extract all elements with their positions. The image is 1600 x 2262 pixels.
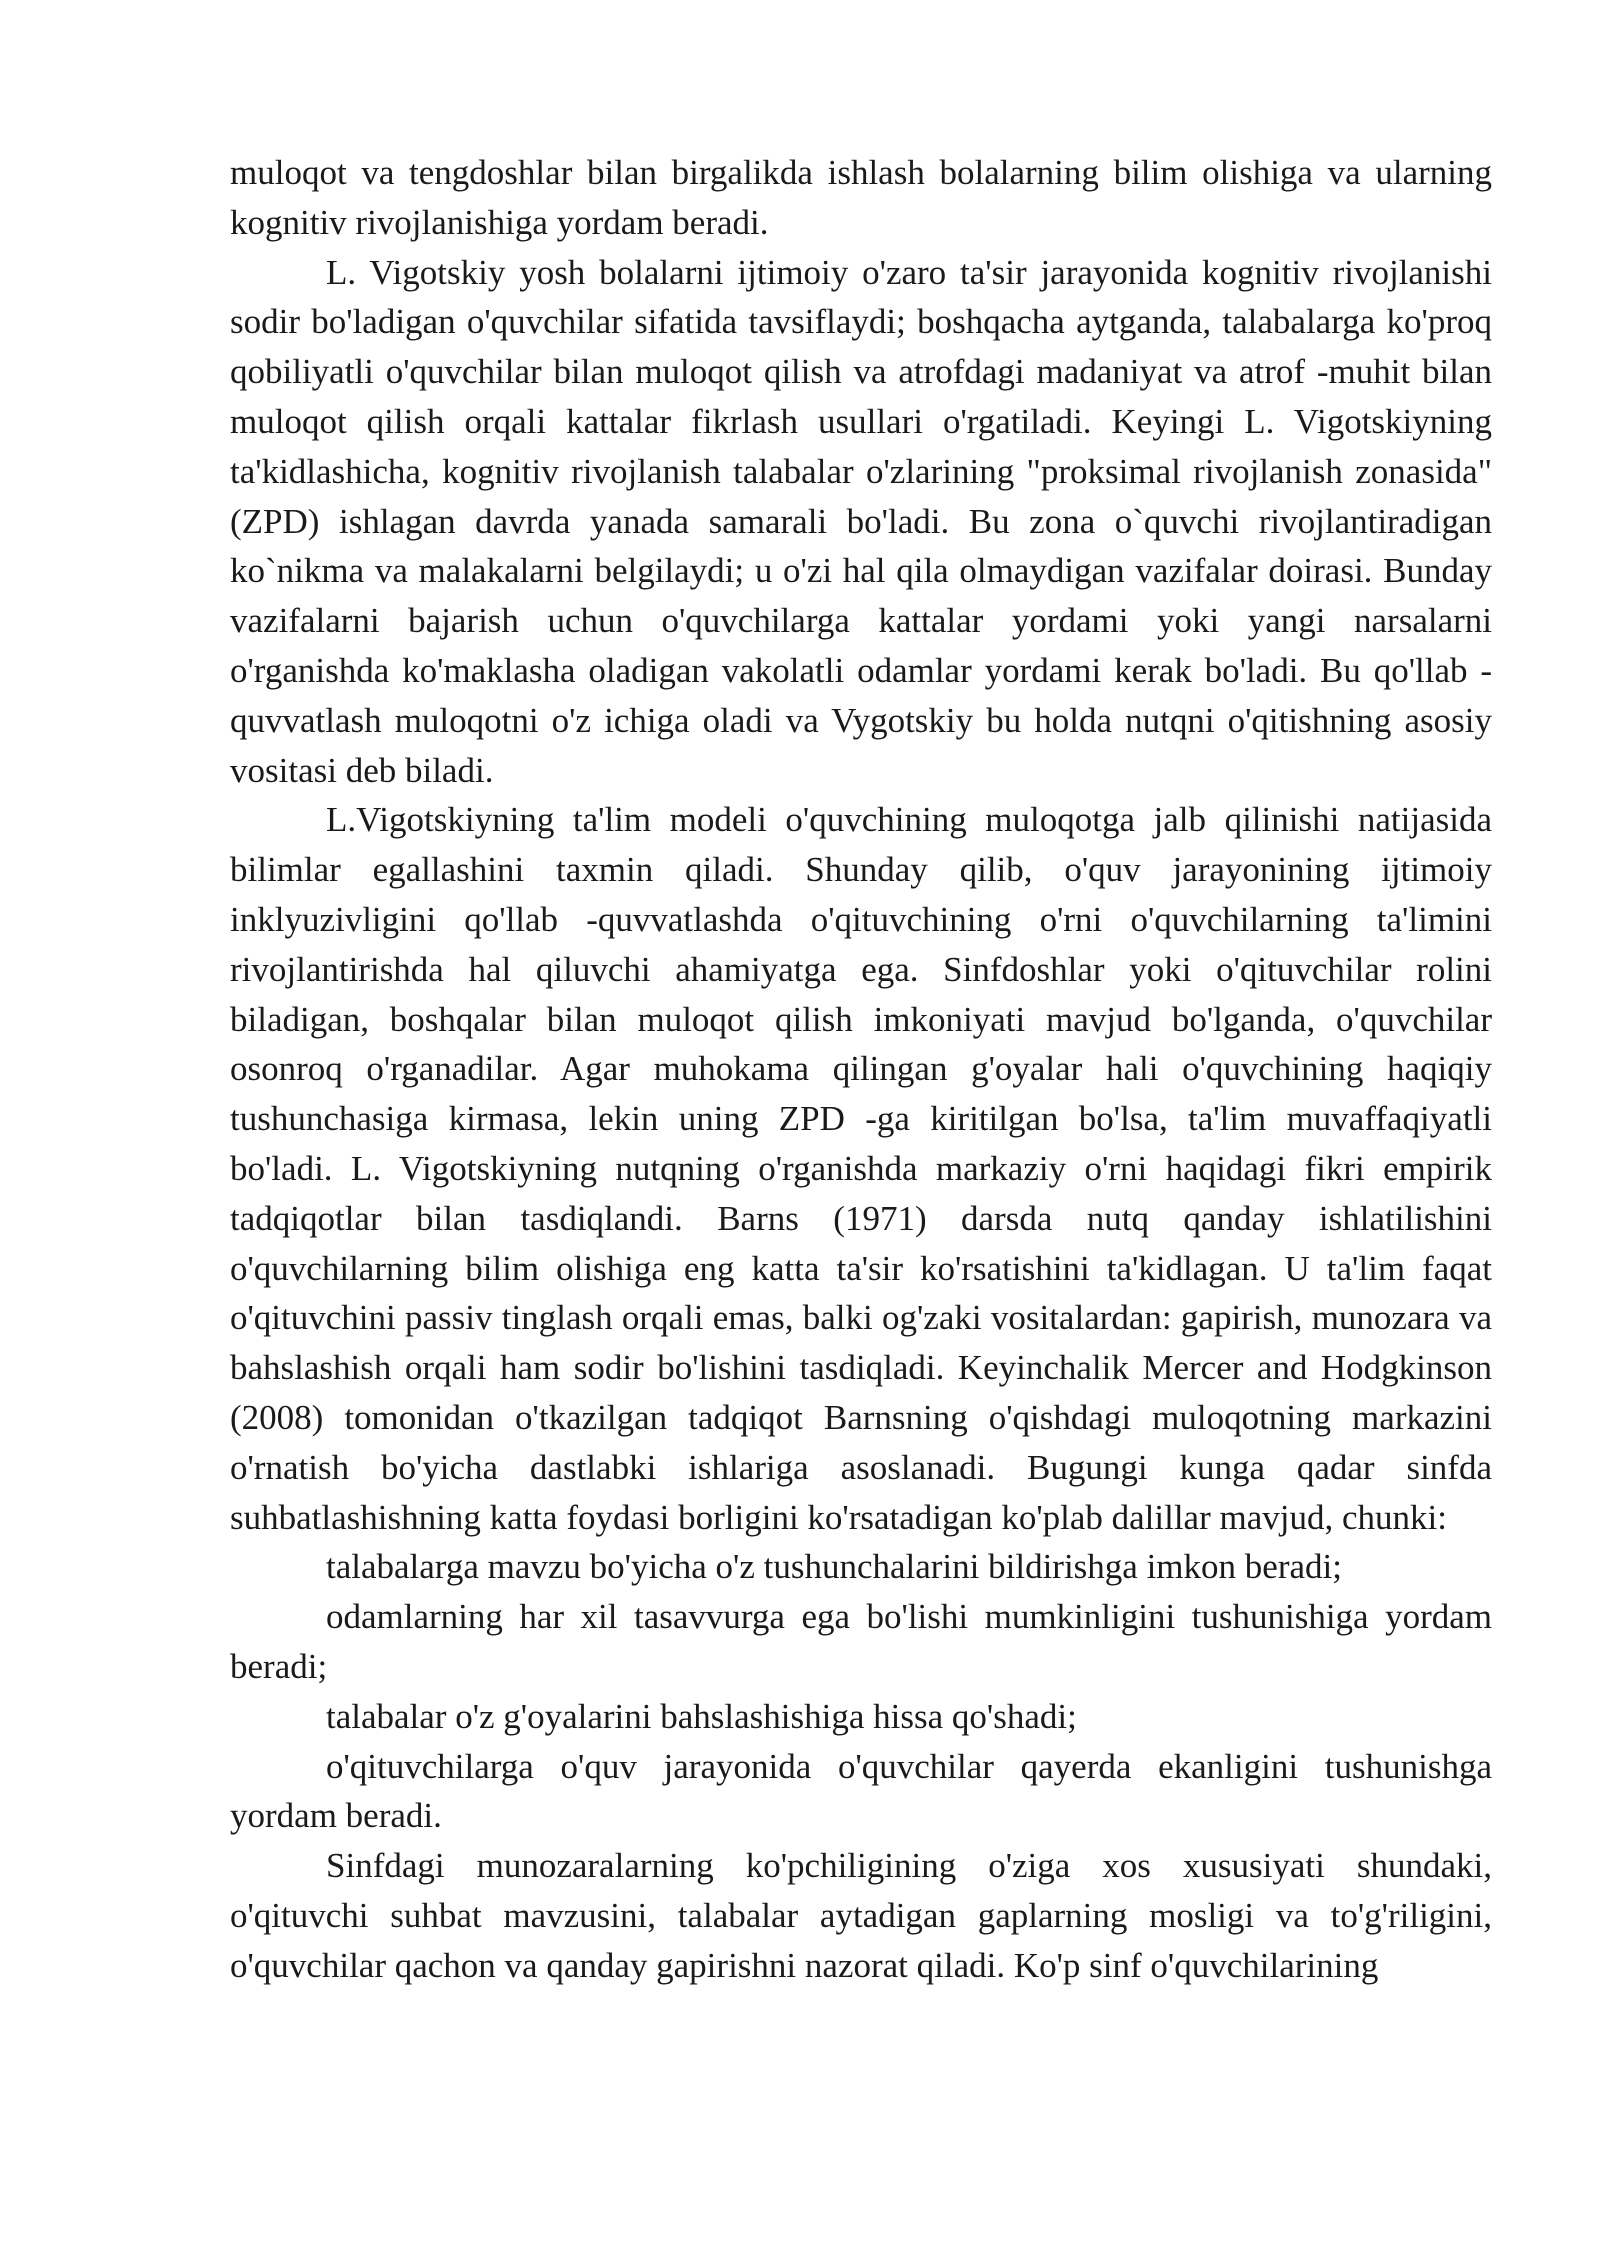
paragraph-continuation: muloqot va tengdoshlar bilan birgalikda ishlash bolalarning bilim olishiga va ularning kognitiv rivojlanishiga yordam beradi. xyxy=(230,153,1492,242)
paragraph-vygotsky-zpd: L. Vigotskiy yosh bolalarni ijtimoiy o'zaro ta'sir jarayonida kognitiv rivojlanishi sodir bo'ladigan o'quvchilar sifatida tavsiflaydi; boshqacha aytganda, talabalarga ko'proq qobiliyatli o'quvchilar bilan muloqot qilish va atrofdagi madaniyat va atrof -muhit bilan muloqot qilish orqali kattalar fikrlash usullari o'rgatiladi. Keyingi L. Vigotskiyning ta'kidlashicha, kognitiv rivojlanish talabalar o'zlarining "proksimal rivojlanish zonasida" (ZPD) ishlagan davrda yanada samarali bo'ladi. Bu zona o`quvchi rivojlantiradigan ko`nikma va malakalarni belgilaydi; u o'zi hal qila olmaydigan vazifalar doirasi. Bunday vazifalarni bajarish uchun o'quvchilarga kattalar yordami yoki yangi narsalarni o'rganishda ko'maklasha oladigan vakolatli odamlar yordami kerak bo'ladi. Bu qo'llab - quvvatlash muloqotni o'z ichiga oladi va Vygotskiy bu holda nutqni o'qitishning asosiy vositasi deb biladi. xyxy=(230,252,1492,790)
paragraph-classroom-discussion: Sinfdagi munozaralarning ko'pchiligining o'ziga xos xususiyati shundaki, o'qituvchi suhbat mavzusini, talabalar aytadigan gaplarning mosligi va to'g'riligini, o'quvchilar qachon va qanday gapirishni nazorat qiladi. Ko'p sinf o'quvchilarining xyxy=(230,1846,1492,1985)
paragraph-vygotsky-model: L.Vigotskiyning ta'lim modeli o'quvchining muloqotga jalb qilinishi natijasida bilimlar egallashini taxmin qiladi. Shunday qilib, o'quv jarayonining ijtimoiy inklyuzivligini qo'llab -quvvatlashda o'qituvchining o'rni o'quvchilarning ta'limini rivojlantirishda hal qiluvchi ahamiyatga ega. Sinfdoshlar yoki o'qituvchilar rolini biladigan, boshqalar bilan muloqot qilish imkoniyati mavjud bo'lganda, o'quvchilar osonroq o'rganadilar. Agar muhokama qilingan g'oyalar hali o'quvchining haqiqiy tushunchasiga kirmasa, lekin uning ZPD -ga kiritilgan bo'lsa, ta'lim muvaffaqiyatli bo'ladi. L. Vigotskiyning nutqning o'rganishda markaziy o'rni haqidagi fikri empirik tadqiqotlar bilan tasdiqlandi. Barns (1971) darsda nutq qanday ishlatilishini o'quvchilarning bilim olishiga eng katta ta'sir ko'rsatishini ta'kidlagan. U ta'lim faqat o'qituvchini passiv tinglash orqali emas, balki og'zaki vositalardan: gapirish, munozara va bahslashish orqali ham sodir bo'lishini tasdiqladi. Keyinchalik Mercer and Hodgkinson (2008) tomonidan o'tkazilgan tadqiqot Barnsning o'qishdagi muloqotning markazini o'rnatish bo'yicha dastlabki ishlariga asoslanadi. Bugungi kunga qadar sinfda suhbatlashishning katta foydasi borligini ko'rsatadigan ko'plab dalillar mavjud, chunki: xyxy=(230,800,1492,1537)
document-body xyxy=(230,148,1492,1990)
list-item-benefit-2: odamlarning har xil tasavvurga ega bo'lishi mumkinligini tushunishiga yordam beradi; xyxy=(230,1597,1492,1686)
list-item-benefit-1: talabalarga mavzu bo'yicha o'z tushunchalarini bildirishga imkon beradi; xyxy=(326,1547,1342,1587)
list-item-benefit-4: o'qituvchilarga o'quv jarayonida o'quvchilar qayerda ekanligini tushunishga yordam beradi. xyxy=(230,1746,1492,1836)
list-item-benefit-3: talabalar o'z g'oyalarini bahslashishiga hissa qo'shadi; xyxy=(326,1696,1077,1736)
